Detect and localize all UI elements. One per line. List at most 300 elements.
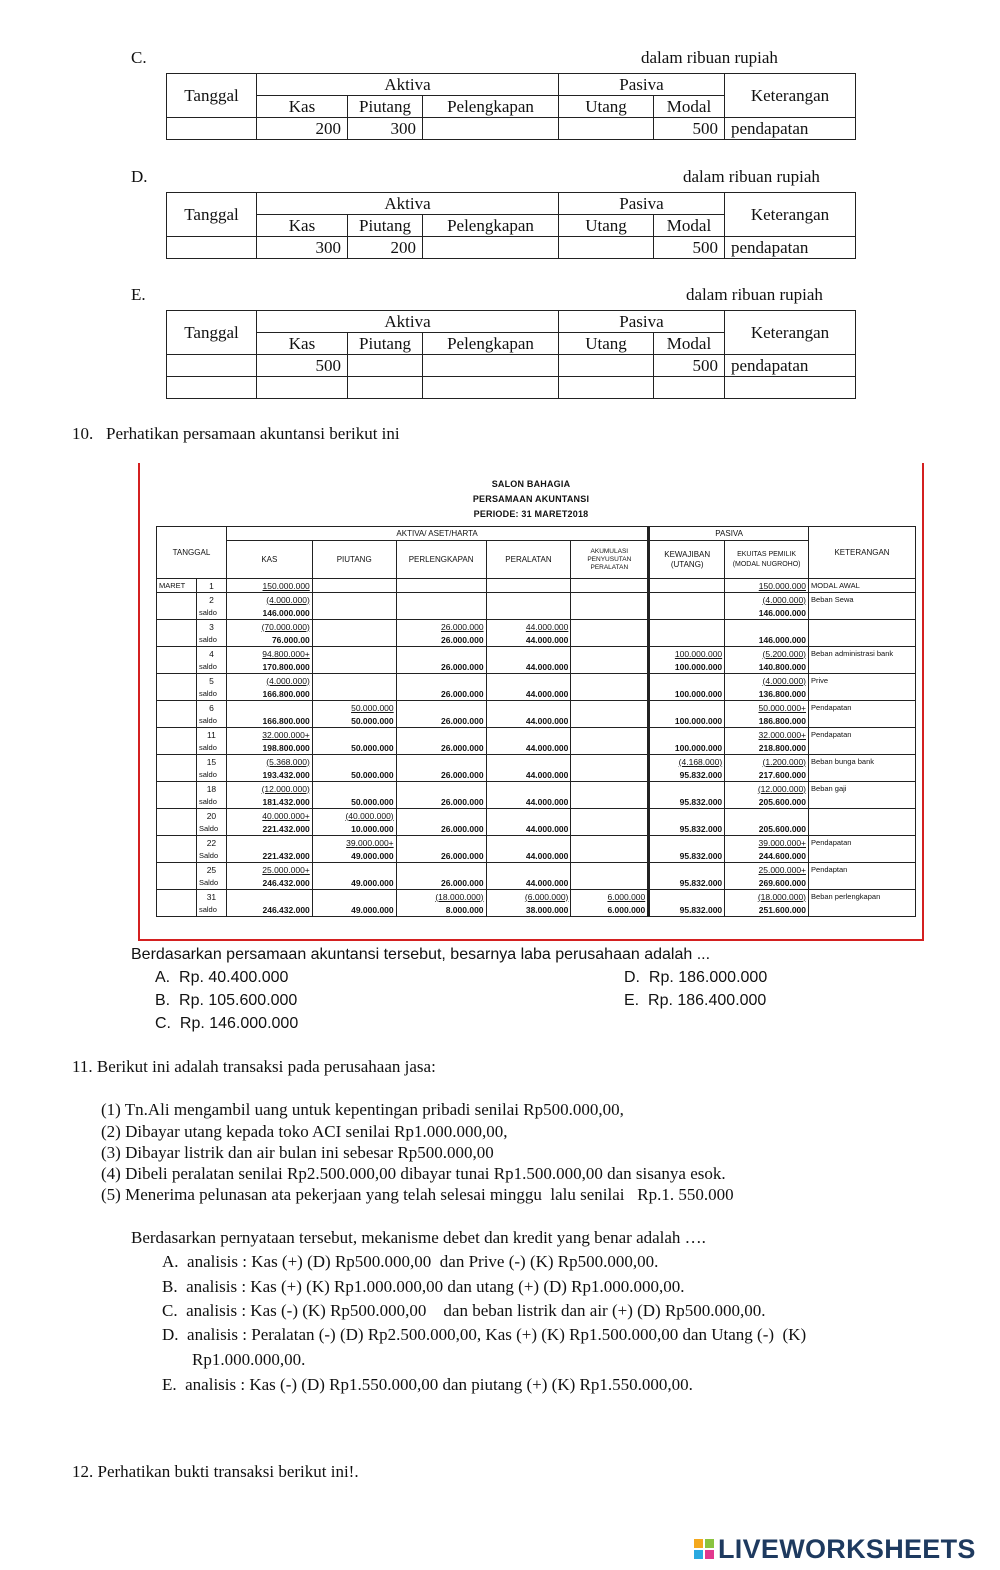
sheet-akumulasi-saldo [571, 687, 649, 701]
th-piutang: Piutang [348, 333, 423, 355]
sheet-kas-change: 40.000.000+ [226, 809, 312, 823]
sheet-piutang-change [312, 579, 396, 593]
sheet-day: 2 [196, 593, 226, 607]
sheet-peralatan-saldo: 44.000.000 [486, 687, 571, 701]
sheet-row [157, 593, 916, 607]
sheet-keterangan: Beban perlengkapan [809, 890, 916, 904]
cell-piutang: 300 [348, 118, 423, 140]
th-kas: Kas [257, 96, 348, 118]
sheet-akumulasi-change [571, 836, 649, 850]
sheet-peralatan-saldo: 44.000.000 [486, 768, 571, 782]
q11-item-2: (2) Dibayar utang kepada toko ACI senilai Rp1.000.000,00, [101, 1122, 508, 1141]
sheet-saldo-label: Saldo [196, 876, 226, 890]
sheet-utang-saldo: 95.832.000 [649, 822, 725, 836]
option-letter: C. [131, 48, 147, 67]
sheet-piutang-change [312, 782, 396, 796]
cell-modal: 500 [654, 237, 725, 259]
th-tanggal: Tanggal [167, 311, 257, 355]
sheet-perlengkapan-saldo: 26.000.000 [396, 741, 486, 755]
sheet-modal-change: (12.000.000) [725, 782, 809, 796]
sheet-piutang-saldo [312, 633, 396, 647]
sheet-akumulasi-change [571, 620, 649, 634]
sheet-saldo-row [157, 687, 916, 701]
sheet-modal-saldo: 136.800.000 [725, 687, 809, 701]
sheet-h-kas: KAS [226, 541, 312, 579]
sheet-kas-change: (12.000.000) [226, 782, 312, 796]
sheet-saldo-row [157, 660, 916, 674]
sheet-keterangan: Beban Sewa [809, 593, 916, 607]
option-letter: A. [162, 1252, 179, 1271]
option-letter: D. [131, 167, 148, 186]
sheet-row [157, 782, 916, 796]
sheet-saldo-row [157, 633, 916, 647]
sheet-kas-change [226, 890, 312, 904]
sheet-row [157, 620, 916, 634]
sheet-akumulasi-change [571, 755, 649, 769]
sheet-keterangan: Beban administrasi bank [809, 647, 916, 661]
sheet-modal-change: (5.200.000) [725, 647, 809, 661]
sheet-modal-saldo: 251.600.000 [725, 903, 809, 917]
q11-option-e[interactable] [162, 1375, 693, 1395]
sheet-akumulasi-change [571, 809, 649, 823]
sheet-piutang-change [312, 863, 396, 877]
sheet-utang-change [649, 579, 725, 593]
sheet-piutang-saldo [312, 687, 396, 701]
sheet-akumulasi-saldo [571, 633, 649, 647]
q10-option-c[interactable]: C. Rp. 146.000.000 [155, 1015, 299, 1032]
th-tanggal: Tanggal [167, 193, 257, 237]
option-text: analisis : Peralatan (-) (D) Rp2.500.000,00, Kas (+) (K) Rp1.500.000,00 dan Utang (-) (K) [187, 1325, 807, 1344]
sheet-perlengkapan-saldo: 26.000.000 [396, 768, 486, 782]
sheet-table [156, 526, 916, 917]
th-keterangan: Keterangan [725, 74, 856, 118]
sheet-kas-saldo: 170.800.000 [226, 660, 312, 674]
sheet-utang-change [649, 836, 725, 850]
cell-kas: 300 [257, 237, 348, 259]
sheet-kas-change: 94.800.000+ [226, 647, 312, 661]
q10-option-e[interactable]: E. Rp. 186.400.000 [624, 992, 767, 1009]
sheet-kas-saldo: 193.432.000 [226, 768, 312, 782]
sheet-akumulasi-change [571, 593, 649, 607]
logo-icon [694, 1539, 714, 1559]
th-piutang: Piutang [348, 96, 423, 118]
th-kas: Kas [257, 333, 348, 355]
sheet-day: 31 [196, 890, 226, 904]
sheet-piutang-saldo [312, 660, 396, 674]
sheet-keterangan: Beban gaji [809, 782, 916, 796]
sheet-saldo-row [157, 768, 916, 782]
sheet-utang-change [649, 728, 725, 742]
sheet-piutang-saldo: 49.000.000 [312, 876, 396, 890]
sheet-perlengkapan-change [396, 593, 486, 607]
sheet-row [157, 728, 916, 742]
th-pasiva: Pasiva [559, 74, 725, 96]
th-modal: Modal [654, 96, 725, 118]
sheet-perlengkapan-saldo: 26.000.000 [396, 633, 486, 647]
sheet-piutang-saldo: 50.000.000 [312, 714, 396, 728]
sheet-kas-saldo: 181.432.000 [226, 795, 312, 809]
sheet-saldo-label: saldo [196, 660, 226, 674]
sheet-saldo-label: Saldo [196, 822, 226, 836]
th-piutang: Piutang [348, 215, 423, 237]
sheet-row [157, 755, 916, 769]
sheet-perlengkapan-change [396, 809, 486, 823]
sheet-perlengkapan-change [396, 863, 486, 877]
sheet-peralatan-change [486, 782, 571, 796]
q10-option-d[interactable]: D. Rp. 186.000.000 [624, 969, 768, 986]
q11-question: Berdasarkan pernyataan tersebut, mekanisme debet dan kredit yang benar adalah …. [131, 1228, 706, 1247]
sheet-saldo-row [157, 822, 916, 836]
sheet-saldo-label: saldo [196, 903, 226, 917]
sheet-kas-change: 32.000.000+ [226, 728, 312, 742]
th-utang: Utang [559, 96, 654, 118]
sheet-peralatan-change [486, 755, 571, 769]
sheet-h-piutang: PIUTANG [312, 541, 396, 579]
sheet-piutang-change [312, 890, 396, 904]
sheet-kas-change: (4.000.000) [226, 593, 312, 607]
option-letter: D. [162, 1325, 179, 1344]
sheet-perlengkapan-change [396, 647, 486, 661]
sheet-piutang-change: 39.000.000+ [312, 836, 396, 850]
option-text: analisis : Kas (-) (D) Rp1.550.000,00 dan piutang (+) (K) Rp1.550.000,00. [185, 1375, 693, 1394]
sheet-saldo-row [157, 714, 916, 728]
sheet-keterangan: Beban bunga bank [809, 755, 916, 769]
option-letter: B. [162, 1277, 178, 1296]
q10-question: Berdasarkan persamaan akuntansi tersebut, besarnya laba perusahaan adalah ... [131, 946, 711, 963]
q11-item-5: (5) Menerima pelunasan ata pekerjaan yang telah selesai minggu lalu senilai Rp.1. 550.000 [101, 1185, 734, 1204]
th-kas: Kas [257, 215, 348, 237]
sheet-period: PERIODE: 31 MARET2018 [473, 509, 589, 519]
sheet-saldo-row [157, 876, 916, 890]
th-utang: Utang [559, 333, 654, 355]
sheet-day: 5 [196, 674, 226, 688]
sheet-piutang-saldo [312, 606, 396, 620]
sheet-piutang-change [312, 755, 396, 769]
sheet-modal-change: 150.000.000 [725, 579, 809, 593]
sheet-kas-change: (5.368.000) [226, 755, 312, 769]
th-pasiva: Pasiva [559, 311, 725, 333]
sheet-peralatan-saldo: 38.000.000 [486, 903, 571, 917]
sheet-akumulasi-saldo [571, 876, 649, 890]
sheet-kas-change: 25.000.000+ [226, 863, 312, 877]
sheet-peralatan-change [486, 728, 571, 742]
sheet-utang-saldo: 100.000.000 [649, 687, 725, 701]
sheet-perlengkapan-saldo: 8.000.000 [396, 903, 486, 917]
sheet-keterangan: Pendapatan [809, 836, 916, 850]
sheet-piutang-change: (40.000.000) [312, 809, 396, 823]
option-e-table [166, 310, 856, 399]
q10-option-a[interactable]: A. Rp. 40.400.000 [155, 969, 289, 986]
sheet-peralatan-saldo: 44.000.000 [486, 741, 571, 755]
option-letter: C. [162, 1301, 178, 1320]
q10-option-b[interactable]: B. Rp. 105.600.000 [155, 992, 298, 1009]
sheet-perlengkapan-change [396, 755, 486, 769]
sheet-saldo-label: saldo [196, 768, 226, 782]
th-modal: Modal [654, 333, 725, 355]
sheet-akumulasi-saldo [571, 606, 649, 620]
sheet-modal-saldo: 205.600.000 [725, 795, 809, 809]
sheet-kas-change [226, 701, 312, 715]
q11-option-c[interactable] [162, 1301, 766, 1321]
sheet-utang-change: (4.168.000) [649, 755, 725, 769]
th-aktiva: Aktiva [257, 311, 559, 333]
sheet-utang-change: 100.000.000 [649, 647, 725, 661]
sheet-h-pasiva: PASIVA [649, 527, 809, 541]
th-modal: Modal [654, 215, 725, 237]
sheet-modal-saldo: 218.800.000 [725, 741, 809, 755]
sheet-saldo-label: Saldo [196, 849, 226, 863]
sheet-row [157, 890, 916, 904]
sheet-perlengkapan-change [396, 836, 486, 850]
option-text: analisis : Kas (-) (K) Rp500.000,00 dan beban listrik dan air (+) (D) Rp500.000,00. [186, 1301, 766, 1320]
sheet-piutang-change [312, 728, 396, 742]
sheet-peralatan-saldo: 44.000.000 [486, 633, 571, 647]
sheet-piutang-saldo: 49.000.000 [312, 903, 396, 917]
sheet-utang-change [649, 890, 725, 904]
sheet-peralatan-change: (6.000.000) [486, 890, 571, 904]
sheet-kas-saldo: 246.432.000 [226, 903, 312, 917]
cell-modal: 500 [654, 355, 725, 377]
th-pelengkapan: Pelengkapan [423, 215, 559, 237]
units-label: dalam ribuan rupiah [683, 167, 820, 186]
sheet-perlengkapan-change: (18.000.000) [396, 890, 486, 904]
sheet-row [157, 863, 916, 877]
cell-modal: 500 [654, 118, 725, 140]
q11-item-4: (4) Dibeli peralatan senilai Rp2.500.000,00 dibayar tunai Rp1.500.000,00 dan sisanya esok. [101, 1164, 726, 1183]
sheet-modal-change: 50.000.000+ [725, 701, 809, 715]
sheet-kas-change [226, 836, 312, 850]
sheet-utang-saldo [649, 633, 725, 647]
sheet-akumulasi-saldo [571, 714, 649, 728]
sheet-utang-change [649, 863, 725, 877]
sheet-modal-saldo: 217.600.000 [725, 768, 809, 782]
sheet-perlengkapan-change [396, 579, 486, 593]
sheet-perlengkapan-change [396, 782, 486, 796]
cell-kas: 200 [257, 118, 348, 140]
sheet-akumulasi-change [571, 701, 649, 715]
th-keterangan: Keterangan [725, 193, 856, 237]
sheet-peralatan-change [486, 579, 571, 593]
sheet-utang-saldo: 100.000.000 [649, 660, 725, 674]
th-tanggal: Tanggal [167, 74, 257, 118]
sheet-piutang-saldo: 49.000.000 [312, 849, 396, 863]
sheet-perlengkapan-saldo: 26.000.000 [396, 687, 486, 701]
sheet-keterangan: Pendaptan [809, 863, 916, 877]
sheet-peralatan-saldo: 44.000.000 [486, 822, 571, 836]
sheet-piutang-change [312, 647, 396, 661]
sheet-akumulasi-saldo [571, 795, 649, 809]
sheet-keterangan [809, 620, 916, 634]
sheet-company: SALON BAHAGIA [491, 479, 571, 489]
sheet-utang-change [649, 809, 725, 823]
sheet-kas-saldo: 76.000.00 [226, 633, 312, 647]
sheet-row [157, 579, 916, 593]
sheet-day: 18 [196, 782, 226, 796]
cell-piutang: 200 [348, 237, 423, 259]
q11-title: 11. Berikut ini adalah transaksi pada perusahaan jasa: [72, 1057, 436, 1076]
sheet-peralatan-saldo: 44.000.000 [486, 849, 571, 863]
sheet-modal-saldo: 186.800.000 [725, 714, 809, 728]
sheet-akumulasi-change [571, 728, 649, 742]
sheet-kas-saldo: 146.000.000 [226, 606, 312, 620]
sheet-modal-change [725, 620, 809, 634]
sheet-modal-change: (4.000.000) [725, 674, 809, 688]
sheet-peralatan-change [486, 863, 571, 877]
sheet-peralatan-saldo: 44.000.000 [486, 876, 571, 890]
sheet-peralatan-change [486, 593, 571, 607]
q11-item-3: (3) Dibayar listrik dan air bulan ini sebesar Rp500.000,00 [101, 1143, 494, 1162]
sheet-day: 6 [196, 701, 226, 715]
sheet-utang-saldo: 100.000.000 [649, 714, 725, 728]
sheet-keterangan: MODAL AWAL [809, 579, 916, 593]
sheet-peralatan-change [486, 809, 571, 823]
q11-option-d[interactable] [162, 1325, 806, 1345]
sheet-perlengkapan-saldo: 26.000.000 [396, 876, 486, 890]
sheet-saldo-row [157, 795, 916, 809]
sheet-day: 1 [196, 579, 226, 593]
cell-ket: pendapatan [725, 118, 856, 140]
sheet-utang-saldo: 100.000.000 [649, 741, 725, 755]
sheet-keterangan: Prive [809, 674, 916, 688]
sheet-h-kewajiban: KEWAJIBAN (UTANG) [649, 541, 725, 579]
sheet-day: 15 [196, 755, 226, 769]
sheet-piutang-change: 50.000.000 [312, 701, 396, 715]
sheet-perlengkapan-change [396, 674, 486, 688]
option-d-table [166, 192, 856, 259]
th-pelengkapan: Pelengkapan [423, 96, 559, 118]
q11-item-1: (1) Tn.Ali mengambil uang untuk kepentingan pribadi senilai Rp500.000,00, [101, 1100, 624, 1119]
sheet-akumulasi-saldo [571, 768, 649, 782]
option-text: analisis : Kas (+) (K) Rp1.000.000,00 dan utang (+) (D) Rp1.000.000,00. [186, 1277, 685, 1296]
sheet-modal-change: (1.200.000) [725, 755, 809, 769]
sheet-modal-saldo: 146.000.000 [725, 606, 809, 620]
sheet-h-ket: KETERANGAN [809, 527, 916, 579]
sheet-utang-saldo: 95.832.000 [649, 768, 725, 782]
sheet-perlengkapan-change [396, 701, 486, 715]
liveworksheets-logo[interactable] [694, 1535, 976, 1563]
sheet-akumulasi-change [571, 579, 649, 593]
cell-ket: pendapatan [725, 355, 856, 377]
sheet-perlengkapan-saldo: 26.000.000 [396, 660, 486, 674]
sheet-piutang-saldo: 50.000.000 [312, 768, 396, 782]
units-label: dalam ribuan rupiah [641, 48, 778, 67]
sheet-peralatan-change [486, 836, 571, 850]
sheet-akumulasi-change: 6.000.000 [571, 890, 649, 904]
sheet-perlengkapan-saldo: 26.000.000 [396, 849, 486, 863]
sheet-peralatan-saldo [486, 606, 571, 620]
cell-ket: pendapatan [725, 237, 856, 259]
q10-title: 10. Perhatikan persamaan akuntansi berikut ini [72, 424, 400, 443]
sheet-modal-saldo: 140.800.000 [725, 660, 809, 674]
sheet-row [157, 809, 916, 823]
sheet-day: 3 [196, 620, 226, 634]
option-letter: E. [162, 1375, 177, 1394]
units-label: dalam ribuan rupiah [686, 285, 823, 304]
sheet-h-peralatan: PERALATAN [486, 541, 571, 579]
sheet-utang-saldo [649, 606, 725, 620]
q12-title: 12. Perhatikan bukti transaksi berikut ini!. [72, 1462, 359, 1481]
sheet-utang-saldo: 95.832.000 [649, 849, 725, 863]
sheet-kas-change: (4.000.000) [226, 674, 312, 688]
sheet-utang-change [649, 701, 725, 715]
sheet-day: 4 [196, 647, 226, 661]
sheet-saldo-label: saldo [196, 606, 226, 620]
sheet-piutang-saldo: 10.000.000 [312, 822, 396, 836]
sheet-piutang-saldo: 50.000.000 [312, 795, 396, 809]
sheet-kas-change: (70.000.000) [226, 620, 312, 634]
sheet-piutang-change [312, 593, 396, 607]
sheet-akumulasi-change [571, 782, 649, 796]
logo-text: LIVEWORKSHEETS [718, 1533, 976, 1564]
sheet-h-akum: AKUMULASI PENYUSUTAN PERALATAN [571, 541, 649, 579]
sheet-keterangan: Pendapatan [809, 728, 916, 742]
cell-kas: 500 [257, 355, 348, 377]
sheet-h-ekuitas: EKUITAS PEMILIK (MODAL NUGROHO) [725, 541, 809, 579]
sheet-utang-saldo: 95.832.000 [649, 903, 725, 917]
sheet-modal-change: (18.000.000) [725, 890, 809, 904]
sheet-peralatan-saldo: 44.000.000 [486, 714, 571, 728]
sheet-modal-change: (4.000.000) [725, 593, 809, 607]
sheet-row [157, 647, 916, 661]
q11-option-b[interactable] [162, 1277, 685, 1297]
sheet-row [157, 701, 916, 715]
sheet-subtitle: PERSAMAAN AKUNTANSI [472, 494, 590, 504]
sheet-akumulasi-saldo [571, 741, 649, 755]
th-keterangan: Keterangan [725, 311, 856, 355]
sheet-saldo-row [157, 849, 916, 863]
th-pelengkapan: Pelengkapan [423, 333, 559, 355]
sheet-saldo-row [157, 606, 916, 620]
sheet-utang-change [649, 674, 725, 688]
accounting-equation-sheet [138, 463, 924, 941]
sheet-day: 25 [196, 863, 226, 877]
sheet-modal-saldo: 244.600.000 [725, 849, 809, 863]
sheet-saldo-row [157, 903, 916, 917]
sheet-akumulasi-saldo: 6.000.000 [571, 903, 649, 917]
th-aktiva: Aktiva [257, 193, 559, 215]
sheet-saldo-label: saldo [196, 795, 226, 809]
sheet-kas-saldo: 166.800.000 [226, 714, 312, 728]
sheet-modal-change: 39.000.000+ [725, 836, 809, 850]
sheet-akumulasi-change [571, 863, 649, 877]
sheet-saldo-label: saldo [196, 714, 226, 728]
sheet-saldo-label: saldo [196, 633, 226, 647]
sheet-modal-change [725, 809, 809, 823]
sheet-month: MARET [157, 579, 197, 593]
sheet-h-tanggal: TANGGAL [157, 527, 227, 579]
sheet-utang-change [649, 593, 725, 607]
sheet-h-perlengkapan: PERLENGKAPAN [396, 541, 486, 579]
sheet-saldo-row [157, 741, 916, 755]
sheet-modal-change: 25.000.000+ [725, 863, 809, 877]
sheet-h-aktiva: AKTIVA/ ASET/HARTA [226, 527, 648, 541]
sheet-utang-saldo: 95.832.000 [649, 795, 725, 809]
option-text: analisis : Kas (+) (D) Rp500.000,00 dan Prive (-) (K) Rp500.000,00. [187, 1252, 659, 1271]
sheet-perlengkapan-change: 26.000.000 [396, 620, 486, 634]
sheet-peralatan-saldo: 44.000.000 [486, 795, 571, 809]
th-pasiva: Pasiva [559, 193, 725, 215]
sheet-perlengkapan-saldo: 26.000.000 [396, 714, 486, 728]
sheet-peralatan-change [486, 701, 571, 715]
sheet-kas-saldo: 246.432.000 [226, 876, 312, 890]
q11-option-a[interactable] [162, 1252, 658, 1272]
sheet-utang-change [649, 782, 725, 796]
sheet-piutang-change [312, 674, 396, 688]
option-letter: E. [131, 285, 146, 304]
sheet-piutang-saldo: 50.000.000 [312, 741, 396, 755]
q11-option-d-cont: Rp1.000.000,00. [192, 1350, 306, 1369]
option-c-table [166, 73, 856, 140]
